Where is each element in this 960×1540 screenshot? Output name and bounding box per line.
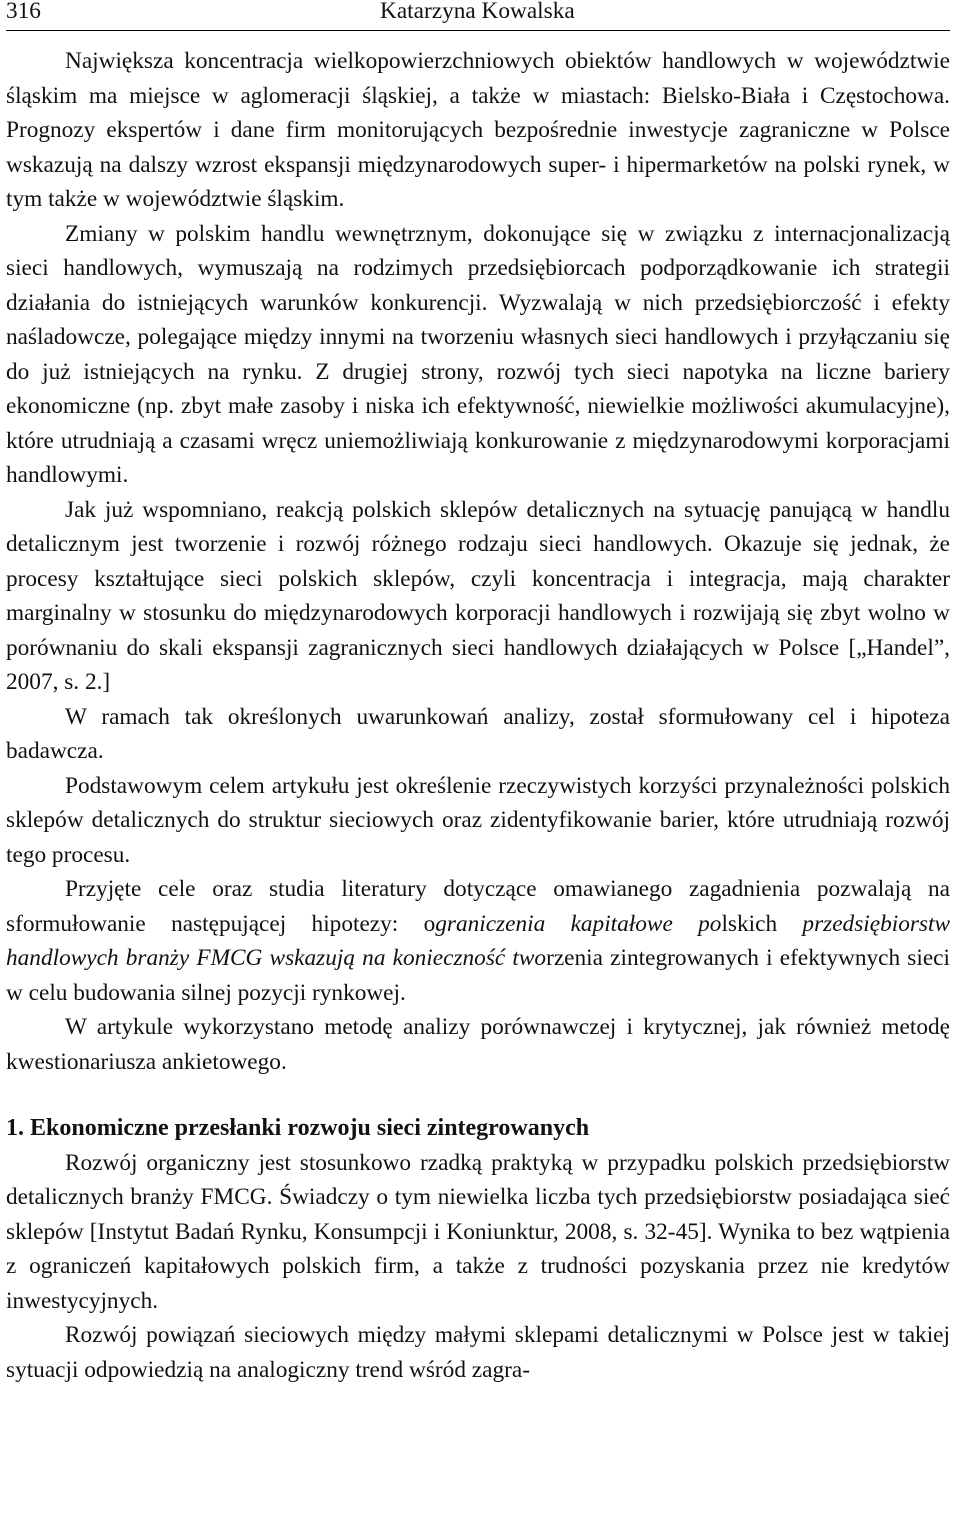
page-number: 316: [6, 0, 41, 24]
hypothesis-text-lead: Przyjęte cele oraz studia literatury dotyczące omawianego zagadnienia pozwalają na sformułowanie następującej hipotezy: o: [6, 876, 950, 937]
section-paragraph: Rozwój powiązań sieciowych między małymi sklepami detalicznymi w Polsce jest w takiej sytuacji odpowiedzią na analogiczny trend wśród zagra-: [6, 1322, 950, 1383]
running-header: [6, 0, 950, 31]
body-text: [6, 44, 950, 1387]
paragraph: Podstawowym celem artykułu jest określenie rzeczywistych korzyści przynależności polskich sklepów detalicznych do struktur sieciowych oraz zidentyfikowanie barier, które utrudniają rozwój tego procesu.: [6, 772, 950, 868]
paragraph: Jak już wspomniano, reakcją polskich sklepów detalicznych na sytuację panującą w handlu detalicznym jest tworzenie i rozwój różnego rodzaju sieci handlowych. Okazuje się jednak, że procesy kształtujące sieci polskich sklepów, czyli koncentracja i integracja, mają charakter marginalny w stosunku do międzynarodowych korporacji handlowych i rozwijają się zbyt wolno w porównaniu do skali ekspansji zagranicznych sieci handlowych działających w Polsce [„Handel”, 2007, s. 2.]: [6, 496, 950, 695]
section-paragraph: Rozwój organiczny jest stosunkowo rzadką praktyką w przypadku polskich przedsiębiorstw detalicznych branży FMCG. Świadczy o tym niewielka liczba tych przedsiębiorstw posiadająca sieć sklepów [Instytut Badań Rynku, Konsumpcji i Koniunktur, 2008, s. 32-45]. Wynika to bez wątpienia z ograniczeń kapitałowych polskich firm, a także z trudności pozyskania przez nie kredytów inwestycyjnych.: [6, 1149, 950, 1314]
hypothesis-paragraph: [6, 872, 950, 1010]
paragraph: Największa koncentracja wielkopowierzchniowych obiektów handlowych w województwie śląskim ma miejsce w aglomeracji śląskiej, a także w miastach: Bielsko-Biała i Częstochowa. Prognozy ekspertów i dane firm monitorujących bezpośrednie inwestycje zagraniczne w Polsce wskazują na dalszy wzrost ekspansji międzynarodowych super- i hipermarketów na polski rynek, w tym także w województwie śląskim.: [6, 48, 950, 212]
hypothesis-text-middle: lskich: [721, 910, 803, 937]
hypothesis-italic-part1: graniczenia kapitałowe po: [435, 910, 722, 937]
paragraph: Zmiany w polskim handlu wewnętrznym, dokonujące się w związku z internacjonalizacją sieci handlowych, wymuszają na rodzimych przedsiębiorcach podporządkowanie ich strategii działania do istniejących warunków konkurencji. Wyzwalają w nich przedsiębiorczość i efekty naśladowcze, polegające między innymi na tworzeniu własnych sieci handlowych i przyłączaniu się do już istniejących na rynku. Z drugiej strony, rozwój tych sieci napotyka na liczne bariery ekonomiczne (np. zbyt małe zasoby i niska ich efektywność, niewielkie możliwości akumulacyjne), które utrudniają a czasami wręcz uniemożliwiają konkurowanie z międzynarodowymi korporacjami handlowymi.: [6, 220, 950, 488]
paragraph: W artykule wykorzystano metodę analizy porównawczej i krytycznej, jak również metodę kwestionariusza ankietowego.: [6, 1014, 950, 1075]
running-head-author: Katarzyna Kowalska: [380, 0, 575, 24]
paragraph: W ramach tak określonych uwarunkowań analizy, został sformułowany cel i hipoteza badawcza.: [6, 703, 950, 764]
hypothesis-italic-part2: przedsiębiorstw handlowych branży FMCG wskazują na konieczność two: [6, 910, 950, 971]
section-heading: 1. Ekonomiczne przesłanki rozwoju sieci zintegrowanych: [6, 1115, 590, 1141]
hypothesis-text-tail: rzenia zintegrowanych i efektywnych sieci w celu budowania silnej pozycji rynkowej.: [6, 945, 950, 1006]
